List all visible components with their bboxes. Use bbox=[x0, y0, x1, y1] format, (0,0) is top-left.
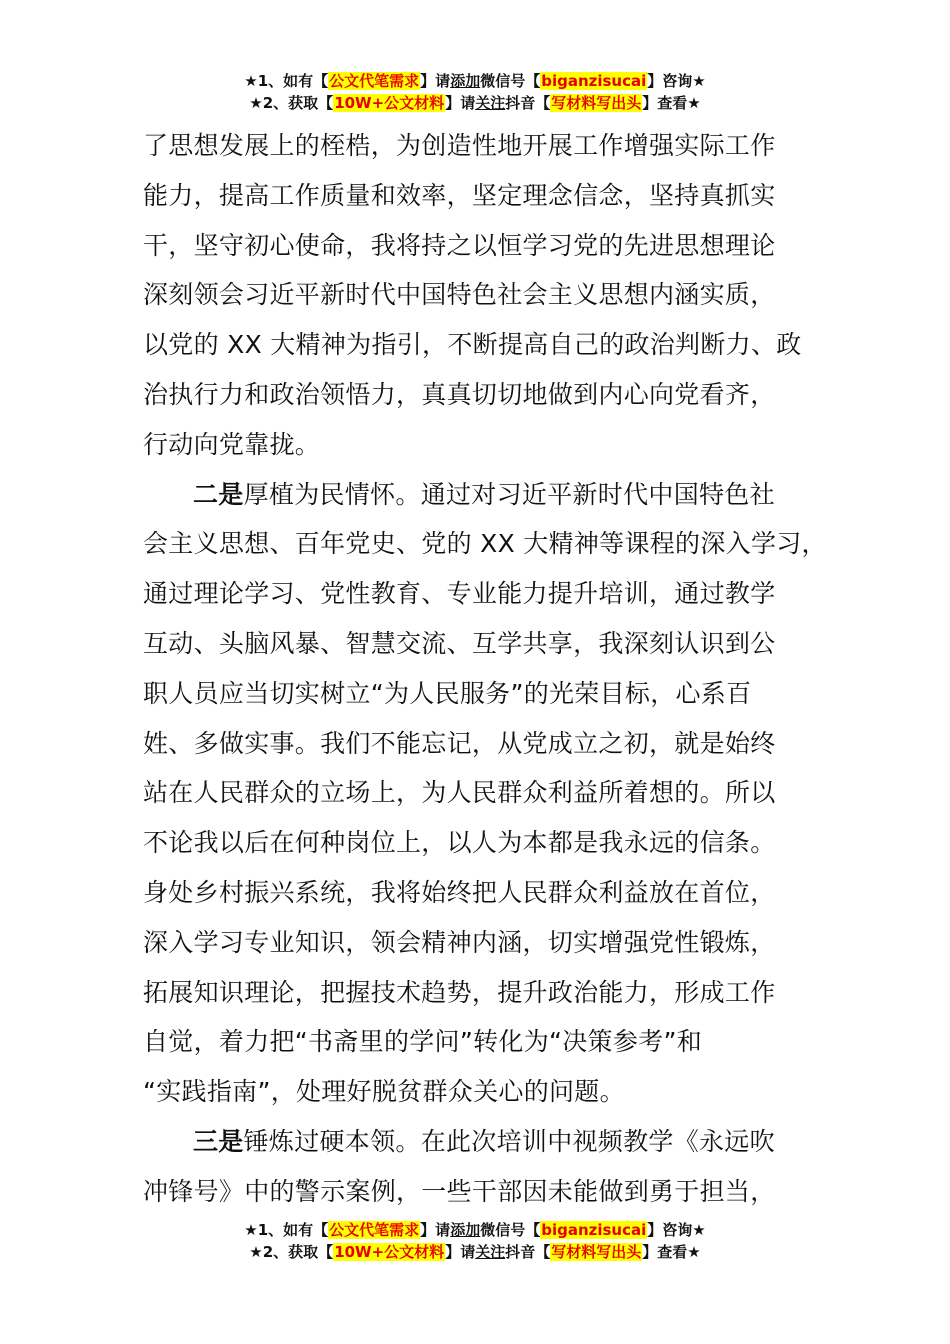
banner-text: 抖音【 bbox=[505, 94, 551, 112]
banner-underlined-text: 关注 bbox=[475, 94, 506, 112]
highlight-materials: 10W+公文材料 bbox=[334, 1243, 445, 1261]
banner-text: ★1、如有【 bbox=[244, 72, 329, 90]
banner-line-2 bbox=[0, 92, 950, 114]
text-line: 行动向党靠拢。 bbox=[143, 429, 321, 459]
text-line: 会主义思想、百年党史、党的 XX 大精神等课程的深入学习， bbox=[143, 529, 827, 559]
banner-line-1 bbox=[0, 70, 950, 92]
banner-text: 】请 bbox=[445, 94, 476, 112]
banner-underlined-text: 关注 bbox=[475, 1243, 506, 1261]
text-line: “实践指南”，处理好脱贫群众关心的问题。 bbox=[143, 1077, 625, 1107]
text-line: 了思想发展上的桎梏，为创造性地开展工作增强实际工作 bbox=[143, 131, 776, 160]
text-line: 深刻领会习近平新时代中国特色社会主义思想内涵实质， bbox=[143, 280, 776, 310]
text-line: 厚植为民情怀。通过对习近平新时代中国特色社 bbox=[243, 479, 775, 509]
highlight-wechat-id: biganzisucai bbox=[541, 1221, 647, 1239]
banner-text: 】查看★ bbox=[642, 94, 701, 112]
highlight-wechat-id: biganzisucai bbox=[541, 72, 647, 90]
paragraph-lead: 三是 bbox=[193, 1126, 244, 1156]
banner-text: 】咨询★ bbox=[647, 1221, 706, 1239]
text-line: 互动、头脑风暴、智慧交流、互学共享，我深刻认识到公 bbox=[143, 628, 776, 658]
banner-line-2 bbox=[0, 1241, 950, 1263]
banner-line-1 bbox=[0, 1219, 950, 1241]
banner-text: 抖音【 bbox=[505, 1243, 551, 1261]
banner-text: 】请 bbox=[445, 1243, 476, 1261]
banner-text: 】请 bbox=[420, 1221, 451, 1239]
banner-underlined-text: 添加 bbox=[450, 72, 481, 90]
text-line: 以党的 XX 大精神为指引，不断提高自己的政治判断力、政 bbox=[143, 330, 802, 360]
banner-text: ★2、获取【 bbox=[249, 1243, 334, 1261]
text-line: 治执行力和政治领悟力，真真切切地做到内心向党看齐， bbox=[143, 379, 776, 409]
highlight-service: 公文代笔需求 bbox=[329, 72, 420, 90]
paragraph-3 bbox=[143, 1117, 833, 1217]
banner-text: 微信号【 bbox=[480, 1221, 541, 1239]
paragraph-lead: 二是 bbox=[193, 479, 244, 509]
paragraph-2 bbox=[143, 470, 833, 1117]
text-line: 姓、多做实事。我们不能忘记，从党成立之初，就是始终 bbox=[143, 728, 776, 758]
banner-text: 】咨询★ bbox=[647, 72, 706, 90]
text-line: 干，坚守初心使命，我将持之以恒学习党的先进思想理论 bbox=[143, 230, 776, 260]
footer-banner bbox=[0, 1219, 950, 1263]
text-line: 深入学习专业知识，领会精神内涵，切实增强党性锻炼， bbox=[143, 927, 776, 957]
text-line: 锤炼过硬本领。在此次培训中视频教学《永远吹 bbox=[243, 1126, 775, 1156]
text-line: 身处乡村振兴系统，我将始终把人民群众利益放在首位， bbox=[143, 877, 776, 907]
highlight-douyin-account: 写材料写出头 bbox=[551, 1243, 642, 1261]
text-line: 冲锋号》中的警示案例，一些干部因未能做到勇于担当， bbox=[143, 1176, 776, 1206]
document-body bbox=[143, 121, 833, 1217]
text-line: 拓展知识理论，把握技术趋势，提升政治能力，形成工作 bbox=[143, 977, 776, 1007]
text-line: 不论我以后在何种岗位上，以人为本都是我永远的信条。 bbox=[143, 828, 776, 858]
paragraph-1 bbox=[143, 121, 833, 470]
banner-text: 微信号【 bbox=[480, 72, 541, 90]
text-line: 能力，提高工作质量和效率，坚定理念信念，坚持真抓实 bbox=[143, 180, 776, 210]
header-banner bbox=[0, 70, 950, 114]
highlight-service: 公文代笔需求 bbox=[329, 1221, 420, 1239]
text-line: 职人员应当切实树立“为人民服务”的光荣目标，心系百 bbox=[143, 678, 752, 708]
banner-text: ★2、获取【 bbox=[249, 94, 334, 112]
banner-text: 】请 bbox=[420, 72, 451, 90]
text-line: 自觉，着力把“书斋里的学问”转化为“决策参考”和 bbox=[143, 1027, 703, 1057]
text-line: 站在人民群众的立场上，为人民群众利益所着想的。所以 bbox=[143, 778, 776, 808]
text-line: 通过理论学习、党性教育、专业能力提升培训，通过教学 bbox=[143, 579, 776, 609]
highlight-materials: 10W+公文材料 bbox=[334, 94, 445, 112]
banner-text: ★1、如有【 bbox=[244, 1221, 329, 1239]
banner-text: 】查看★ bbox=[642, 1243, 701, 1261]
highlight-douyin-account: 写材料写出头 bbox=[551, 94, 642, 112]
banner-underlined-text: 添加 bbox=[450, 1221, 481, 1239]
